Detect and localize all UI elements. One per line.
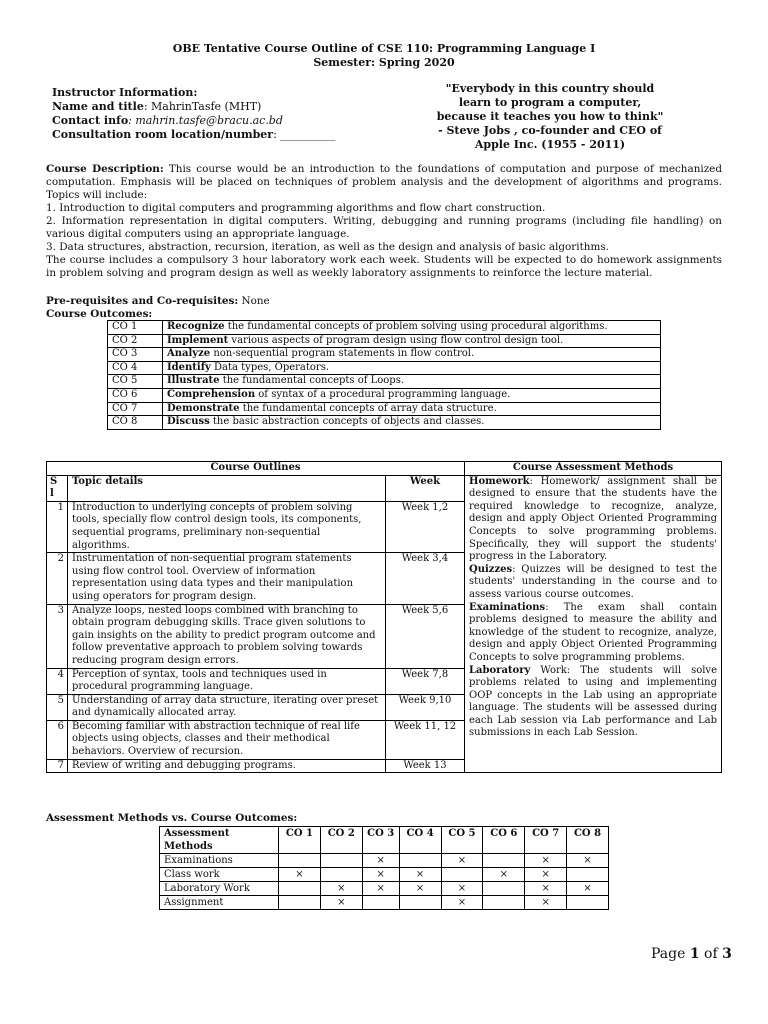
co-column-header: CO 4 — [399, 827, 441, 854]
quote-line: because it teaches you how to think" — [436, 110, 664, 123]
co-id: CO 5 — [108, 375, 163, 389]
mark-cell: × — [362, 854, 399, 868]
co-verb: Identify — [167, 361, 211, 373]
week-cell: Week 1,2 — [386, 501, 465, 552]
contact-label: Contact info — [52, 114, 129, 127]
exams-label: Examinations — [469, 601, 546, 613]
co-verb: Demonstrate — [167, 402, 240, 414]
topic-header: Topic details — [68, 475, 386, 501]
table-row — [108, 375, 661, 389]
mark-cell: × — [279, 868, 321, 882]
mark-cell: × — [320, 882, 362, 896]
week-cell: Week 7,8 — [386, 668, 465, 694]
week-cell: Week 5,6 — [386, 604, 465, 668]
topic-cell: Understanding of array data structure, iterating over preset and dynamically allocated array. — [68, 694, 386, 720]
co-column-header: CO 8 — [567, 827, 609, 854]
mark-cell: × — [362, 882, 399, 896]
co-id: CO 2 — [108, 334, 163, 348]
table-row — [160, 882, 609, 896]
page-word: Page — [651, 946, 690, 962]
topic-cell: Becoming familiar with abstraction technique of real life objects using objects, classes and their methodical behaviors. Overview of recursion. — [68, 720, 386, 759]
room-label: Consultation room location/number — [52, 128, 274, 141]
prereq-value: None — [238, 295, 270, 307]
mark-cell — [483, 854, 525, 868]
co-desc: the basic abstraction concepts of objects and classes. — [209, 416, 485, 428]
description-closing: The course includes a compulsory 3 hour laboratory work each week. Students will be expected to do homework assignments in problem solving and program design as well as weekly laboratory assignments to reinforce the lecture material. — [46, 254, 722, 279]
table-row — [108, 361, 661, 375]
co-desc: of syntax of a procedural programming language. — [255, 388, 511, 400]
co-id: CO 3 — [108, 348, 163, 362]
course-outcomes-table — [107, 320, 661, 430]
topic-cell: Perception of syntax, tools and techniques used in procedural programming language. — [68, 668, 386, 694]
mark-cell: × — [320, 896, 362, 910]
co-id: CO 4 — [108, 361, 163, 375]
mark-cell: × — [441, 896, 483, 910]
table-header-row — [47, 462, 722, 476]
co-desc: the fundamental concepts of array data structure. — [239, 402, 497, 414]
mark-cell — [567, 868, 609, 882]
mark-cell: × — [525, 896, 567, 910]
co-column-header: CO 7 — [525, 827, 567, 854]
mark-cell: × — [525, 854, 567, 868]
mark-cell — [279, 882, 321, 896]
prerequisites — [46, 295, 270, 321]
co-id: CO 8 — [108, 416, 163, 430]
row-number: 2 — [47, 553, 68, 604]
week-cell: Week 11, 12 — [386, 720, 465, 759]
co-column-header: CO 3 — [362, 827, 399, 854]
name-value: : MahrinTasfe (MHT) — [143, 100, 262, 113]
co-desc: non-sequential program statements in flow control. — [210, 348, 475, 360]
week-cell: Week 9,10 — [386, 694, 465, 720]
mark-cell: × — [441, 882, 483, 896]
mark-cell: × — [399, 868, 441, 882]
co-column-header: CO 2 — [320, 827, 362, 854]
mark-cell: × — [567, 854, 609, 868]
mark-cell — [567, 896, 609, 910]
mark-cell: × — [483, 868, 525, 882]
table-row — [108, 334, 661, 348]
method-name: Class work — [160, 868, 279, 882]
co-text — [163, 348, 661, 362]
quote-attribution: - Steve Jobs , co-founder and CEO of — [438, 124, 662, 137]
co-id: CO 7 — [108, 402, 163, 416]
table-row — [160, 854, 609, 868]
exams-text: : The exam shall contain problems designed to measure the ability and knowledge of the student to recognize, analyze, design and apply Object Oriented Programming Concepts to solve programming problems. — [469, 601, 717, 663]
page-current: 1 — [689, 946, 700, 962]
row-number: 5 — [47, 694, 68, 720]
co-text — [163, 416, 661, 430]
mark-cell — [362, 896, 399, 910]
mark-cell: × — [362, 868, 399, 882]
co-verb: Discuss — [167, 416, 210, 428]
co-desc: various aspects of program design using flow control design tool. — [228, 334, 564, 346]
mark-cell — [399, 896, 441, 910]
quote-line: "Everybody in this country should — [445, 82, 655, 95]
assessment-methods-cell — [465, 475, 722, 773]
table-row — [108, 416, 661, 430]
co-text — [163, 375, 661, 389]
row-number: 4 — [47, 668, 68, 694]
quote-attribution: Apple Inc. (1955 - 2011) — [474, 138, 626, 151]
assessment-vs-outcomes-table — [159, 826, 609, 910]
week-cell: Week 13 — [386, 759, 465, 773]
method-name: Examinations — [160, 854, 279, 868]
co-verb: Implement — [167, 334, 229, 346]
course-description — [46, 163, 722, 280]
instructor-heading: Instructor Information: — [52, 86, 198, 99]
quote-block — [430, 82, 670, 152]
mark-cell — [320, 854, 362, 868]
description-label: Course Description: — [46, 163, 164, 175]
row-number: 3 — [47, 604, 68, 668]
row-number: 7 — [47, 759, 68, 773]
outcomes-label: Course Outcomes: — [46, 308, 153, 320]
quizzes-label: Quizzes — [469, 563, 513, 575]
co-id: CO 6 — [108, 388, 163, 402]
prereq-label: Pre-requisites and Co-requisites: — [46, 295, 239, 307]
co-desc: Data types, Operators. — [210, 361, 330, 373]
co-text — [163, 402, 661, 416]
topic-cell: Review of writing and debugging programs. — [68, 759, 386, 773]
table-row — [160, 896, 609, 910]
semester-line: Semester: Spring 2020 — [313, 56, 455, 69]
co-verb: Illustrate — [167, 375, 220, 387]
co-column-header: CO 6 — [483, 827, 525, 854]
sl-header-line: S — [50, 475, 58, 487]
of-word: of — [699, 946, 723, 962]
table-row — [108, 402, 661, 416]
table-row — [108, 321, 661, 335]
assessment-vs-outcomes-title: Assessment Methods vs. Course Outcomes: — [46, 812, 298, 824]
co-verb: Analyze — [167, 348, 211, 360]
outlines-heading: Course Outlines — [47, 462, 465, 476]
quote-line: learn to program a computer, — [458, 96, 642, 109]
co-column-header: CO 1 — [279, 827, 321, 854]
method-name: Laboratory Work — [160, 882, 279, 896]
method-name: Assignment — [160, 896, 279, 910]
description-item: 3. Data structures, abstraction, recursion, iteration, as well as the design and analysis of basic algorithms. — [46, 241, 609, 253]
mark-cell: × — [567, 882, 609, 896]
method-header-line: Assessment — [164, 828, 230, 839]
table-header-row — [47, 475, 722, 501]
mark-cell — [279, 854, 321, 868]
description-intro: This course would be an introduction to the foundations of computation and purpose of mechanized computation. Emphasis will be placed on techniques of problem analysis and the development of algorithms and programs. Topics will include: — [46, 163, 722, 201]
mark-cell: × — [441, 854, 483, 868]
lab-text: Work: The students will solve problems related to using and implementing OOP concepts in the Lab using an appropriate language. The students will be assessed during each Lab session via Lab performance and Lab submissions in each Lab Session. — [469, 664, 717, 739]
mark-cell: × — [399, 882, 441, 896]
row-number: 1 — [47, 501, 68, 552]
co-text — [163, 388, 661, 402]
room-value: : __________ — [273, 128, 336, 141]
name-label: Name and title — [52, 100, 144, 113]
co-text — [163, 334, 661, 348]
co-desc: the fundamental concepts of problem solving using procedural algorithms. — [224, 321, 608, 332]
lab-label: Laboratory — [469, 664, 531, 676]
description-item: 1. Introduction to digital computers and programming algorithms and flow chart construction. — [46, 202, 546, 214]
mark-cell — [320, 868, 362, 882]
course-outlines-table — [46, 461, 722, 773]
co-desc: the fundamental concepts of Loops. — [219, 375, 405, 387]
week-header: Week — [386, 475, 465, 501]
co-text — [163, 361, 661, 375]
topic-cell: Introduction to underlying concepts of problem solving tools, specially flow control design tools, its components, sequential programs, preliminary non-sequential algorithms. — [68, 501, 386, 552]
table-row — [108, 348, 661, 362]
mark-cell: × — [525, 868, 567, 882]
page-number — [651, 946, 732, 964]
mark-cell — [279, 896, 321, 910]
description-item: 2. Information representation in digital computers. Writing, debugging and running programs (including file handling) on various digital computers using an appropriate language. — [46, 215, 722, 240]
co-verb: Comprehension — [167, 388, 256, 400]
page-total: 3 — [722, 946, 732, 962]
document-title — [0, 42, 768, 70]
method-header — [160, 827, 279, 854]
table-header-row — [160, 827, 609, 854]
course-title: OBE Tentative Course Outline of CSE 110: Programming Language I — [172, 42, 596, 55]
mark-cell — [441, 868, 483, 882]
sl-header — [47, 475, 68, 501]
quizzes-text: : Quizzes will be designed to test the students' understanding in the course and to assess various course outcomes. — [469, 563, 717, 600]
row-number: 6 — [47, 720, 68, 759]
table-row — [160, 868, 609, 882]
homework-text: : Homework/ assignment shall be designed to ensure that the students have the required knowledge to recognize, analyze, design and apply Object Oriented Programming Concepts to solve programming problems. Specifically, they will support the students' progress in the Laboratory. — [469, 475, 717, 563]
method-header-line: Methods — [164, 841, 213, 852]
week-cell: Week 3,4 — [386, 553, 465, 604]
sl-header-line: l — [50, 488, 54, 500]
topic-cell: Instrumentation of non-sequential program statements using flow control tool. Overview of information representation using data types and their manipulation using operators for program design. — [68, 553, 386, 604]
mark-cell: × — [525, 882, 567, 896]
mark-cell — [483, 896, 525, 910]
homework-label: Homework — [469, 475, 530, 487]
co-id: CO 1 — [108, 321, 163, 335]
assessment-heading: Course Assessment Methods — [465, 462, 722, 476]
co-text — [163, 321, 661, 335]
co-column-header: CO 5 — [441, 827, 483, 854]
contact-value: : mahrin.tasfe@bracu.ac.bd — [128, 114, 283, 127]
instructor-info — [52, 86, 382, 142]
table-row — [108, 388, 661, 402]
mark-cell — [399, 854, 441, 868]
mark-cell — [483, 882, 525, 896]
topic-cell: Analyze loops, nested loops combined with branching to obtain program debugging skills. Trace given solutions to gain insights on the ability to predict program outcome and follow preventative approach to problem solving towards reducing program design errors. — [68, 604, 386, 668]
co-verb: Recognize — [167, 321, 225, 332]
